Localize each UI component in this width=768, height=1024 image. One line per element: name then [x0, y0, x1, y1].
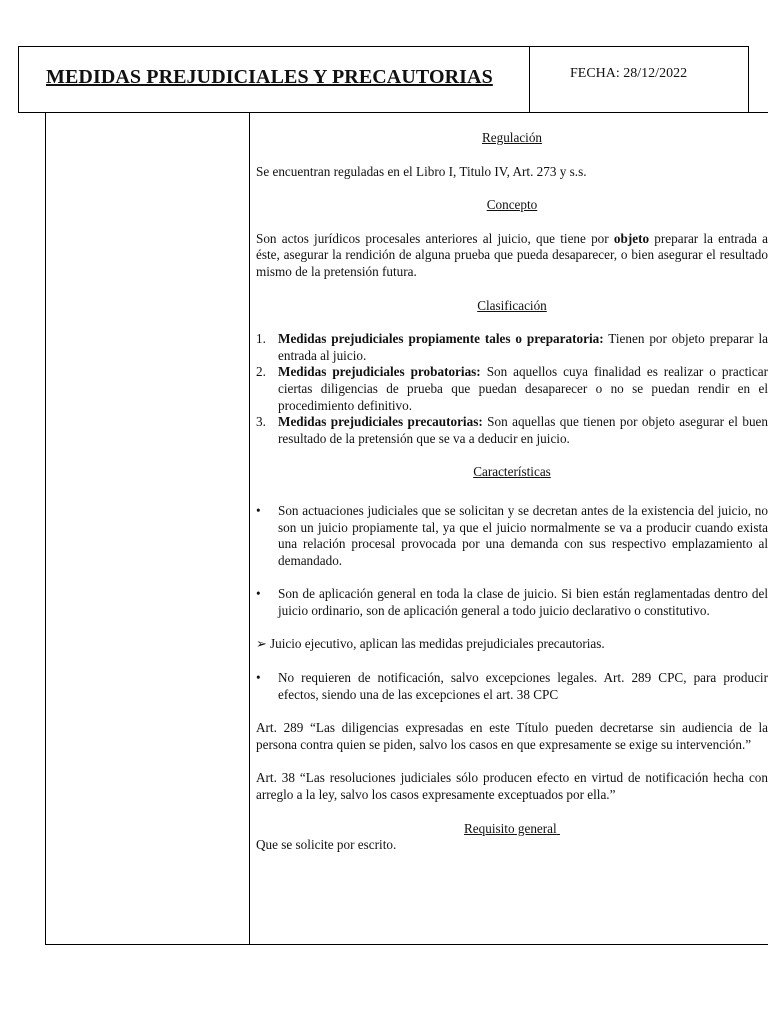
bullet-text: Son actuaciones judiciales que se solicitan y se decretan antes de la existencia del juicio, no son un juicio propiamente tal, ya que el juicio normalmente se va a producir cuando exista una relación procesal provocada por una demanda con sus respectivo emplazamiento al demandado. — [278, 502, 768, 568]
list-number: 2. — [256, 364, 266, 380]
header-top-border — [18, 46, 749, 47]
concepto-text-b: preparar la entrada a éste, asegurar la rendición de alguna prueba que pueda desaparecer, o bien asegurar el resultado mismo de la pretensión futura. — [256, 230, 768, 279]
bullet-icon: • — [256, 586, 261, 602]
concepto-text-bold: objeto — [613, 230, 650, 246]
concepto-text-a: Son actos jurídicos procesales anteriores al juicio, que tiene por — [256, 230, 609, 246]
art-38-quote: Art. 38 “Las resoluciones judiciales sólo producen efecto en virtud de notificación hecha con arreglo a la ley, salvo los casos expresamente exceptuados por ella.” — [256, 770, 768, 803]
caracteristica-bullet-2 — [256, 586, 768, 619]
art-289-quote: Art. 289 “Las diligencias expresadas en este Título pueden decretarse sin audiencia de la persona contra quien se piden, salvo los casos en que expresamente se exige su intervención.” — [256, 720, 768, 752]
list-number: 1. — [256, 331, 266, 347]
list-number: 3. — [256, 414, 266, 430]
list-item-bold: Medidas prejudiciales probatorias: — [278, 364, 481, 380]
regulacion-text: Se encuentran reguladas en el Libro I, Titulo IV, Art. 273 y s.s. — [256, 163, 587, 179]
document-title: MEDIDAS PREJUDICIALES Y PRECAUTORIAS — [46, 66, 493, 88]
bullet-text: Son de aplicación general en toda la clase de juicio. Si bien están reglamentadas dentro del juicio ordinario, son de aplicación general a todo juicio declarativo o constitutivo. — [278, 586, 768, 618]
header-bottom-border — [18, 112, 768, 113]
body-bottom-border — [45, 944, 768, 945]
list-item-bold: Medidas prejudiciales precautorias: — [278, 414, 483, 430]
arrow-text: Juicio ejecutivo, aplican las medidas prejudiciales precautorias. — [270, 636, 605, 652]
heading-caracteristicas: Características — [473, 464, 551, 480]
heading-regulacion: Regulación — [481, 130, 543, 145]
arrow-bullet-icon: ➢ — [256, 636, 268, 652]
header-divider — [529, 46, 530, 113]
caracteristica-bullet-1 — [256, 503, 768, 569]
list-item — [256, 364, 768, 414]
body-column-divider — [249, 112, 250, 945]
requisito-heading-text: Requisito general — [464, 820, 557, 836]
heading-requisito — [256, 821, 768, 838]
list-item — [256, 331, 768, 364]
header-right-border — [748, 46, 749, 113]
content-column — [256, 130, 768, 854]
body-left-border — [45, 112, 46, 945]
list-item-text: Son aquellas que tienen por objeto asegurar el buen resultado de la pretensión que se va a deducir en juicio. — [278, 414, 768, 446]
list-item — [256, 414, 768, 447]
heading-clasificacion: Clasificación — [477, 297, 547, 313]
bullet-icon: • — [256, 670, 261, 686]
list-item-bold: Medidas prejudiciales propiamente tales o preparatoria: — [278, 331, 604, 347]
concepto-text — [256, 231, 768, 281]
juicio-ejecutivo-note — [256, 636, 768, 653]
bullet-icon: • — [256, 502, 261, 518]
list-item-text: Son aquellos cuya finalidad es realizar o practicar ciertas diligencias de prueba que puedan desaparecer o no se puedan rendir en el procedimiento definitivo. — [278, 364, 768, 413]
requisito-text: Que se solicite por escrito. — [256, 837, 397, 853]
bullet-text: No requieren de notificación, salvo excepciones legales. Art. 289 CPC, para producir efectos, siendo una de las excepciones el art. 38 CPC — [278, 670, 768, 702]
header-left-border — [18, 46, 19, 113]
clasificacion-list — [256, 331, 768, 447]
caracteristica-bullet-3 — [256, 670, 768, 703]
heading-concepto: Concepto — [486, 197, 538, 213]
document-date: FECHA: 28/12/2022 — [570, 66, 688, 81]
list-item-text: Tienen por objeto preparar la entrada al juicio. — [278, 331, 768, 363]
